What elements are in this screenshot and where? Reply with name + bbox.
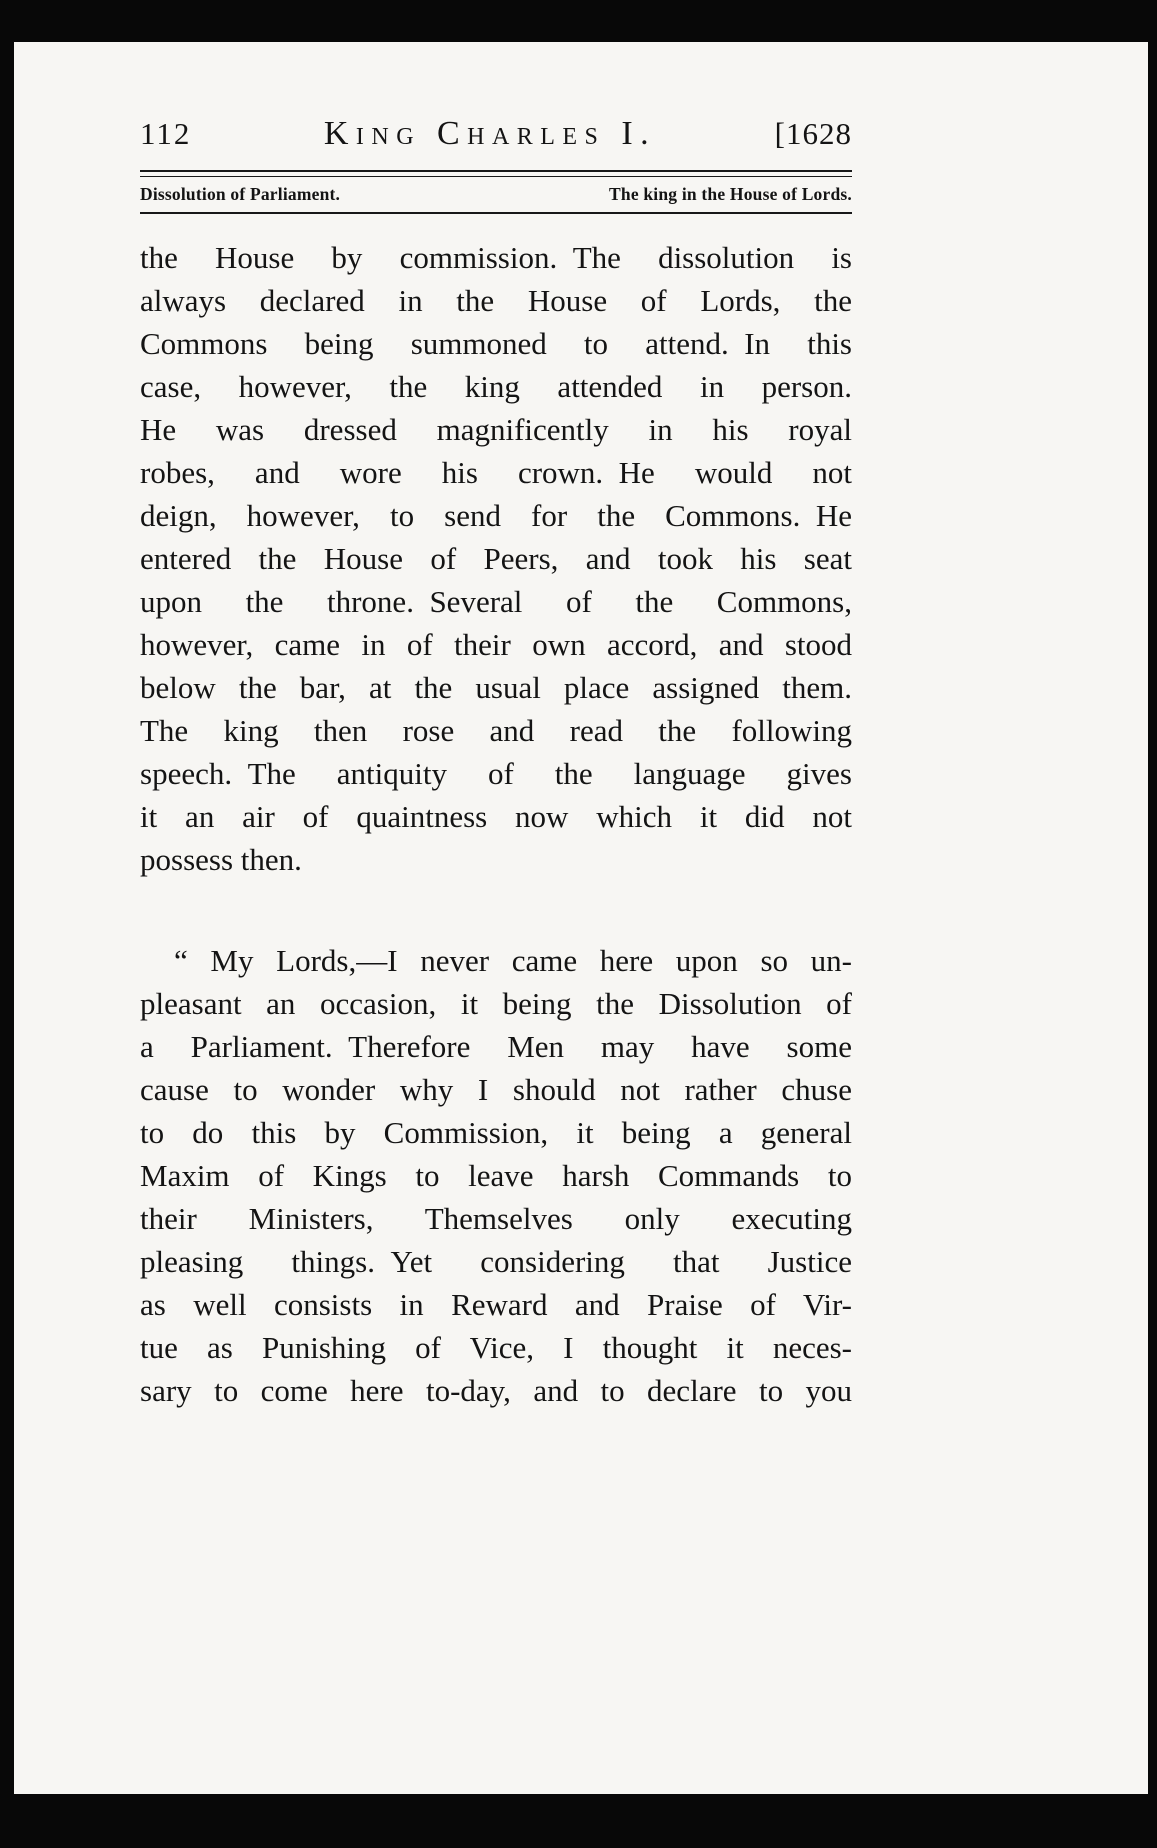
text-line: “ My Lords,—I never came here upon so un- xyxy=(174,943,852,979)
text-line: pleasant an occasion, it being the Dissolution of xyxy=(140,986,852,1022)
text-line: the House by commission. The dissolution is xyxy=(140,240,852,276)
edition-year: [1628 xyxy=(774,116,852,151)
page-number: 112 xyxy=(140,116,192,151)
scan-border-left xyxy=(0,0,14,1848)
text-line: upon the throne. Several of the Commons, xyxy=(140,584,852,620)
text-line: to do this by Commission, it being a general xyxy=(140,1115,852,1151)
text-line: case, however, the king attended in person. xyxy=(140,369,852,405)
scan-border-right xyxy=(1148,0,1157,1848)
body-text xyxy=(140,236,852,1412)
scan-border-top xyxy=(0,0,1157,42)
text-line: Maxim of Kings to leave harsh Commands to xyxy=(140,1158,852,1194)
text-line: it an air of quaintness now which it did not xyxy=(140,799,852,835)
text-line: robes, and wore his crown. He would not xyxy=(140,455,852,491)
paragraph xyxy=(140,939,852,1412)
single-rule xyxy=(140,212,852,214)
page-header xyxy=(140,112,852,156)
text-line: speech. The antiquity of the language gives xyxy=(140,756,852,792)
text-line: deign, however, to send for the Commons. He xyxy=(140,498,852,534)
text-line: Commons being summoned to attend. In this xyxy=(140,326,852,362)
text-line: sary to come here to-day, and to declare to you xyxy=(140,1373,852,1409)
paragraph xyxy=(140,236,852,881)
book-title: King Charles I. xyxy=(323,115,657,152)
running-head-left: Dissolution of Parliament. xyxy=(140,184,341,205)
text-line: cause to wonder why I should not rather chuse xyxy=(140,1072,852,1108)
text-line: possess then. xyxy=(140,842,302,878)
text-line: always declared in the House of Lords, the xyxy=(140,283,852,319)
text-line: however, came in of their own accord, and stood xyxy=(140,627,852,663)
double-rule xyxy=(140,170,852,177)
running-head-right: The king in the House of Lords. xyxy=(609,184,852,205)
text-line: as well consists in Reward and Praise of Vir- xyxy=(140,1287,852,1323)
scan-border-bottom xyxy=(0,1794,1157,1848)
running-heads xyxy=(140,184,852,205)
text-line: their Ministers, Themselves only executing xyxy=(140,1201,852,1237)
text-line: He was dressed magnificently in his royal xyxy=(140,412,852,448)
text-line: pleasing things. Yet considering that Justice xyxy=(140,1244,852,1280)
text-line: a Parliament. Therefore Men may have some xyxy=(140,1029,852,1065)
text-line: The king then rose and read the following xyxy=(140,713,852,749)
text-line: tue as Punishing of Vice, I thought it neces- xyxy=(140,1330,852,1366)
text-line: entered the House of Peers, and took his seat xyxy=(140,541,852,577)
page-content xyxy=(140,112,852,1412)
text-line: below the bar, at the usual place assigned them. xyxy=(140,670,852,706)
